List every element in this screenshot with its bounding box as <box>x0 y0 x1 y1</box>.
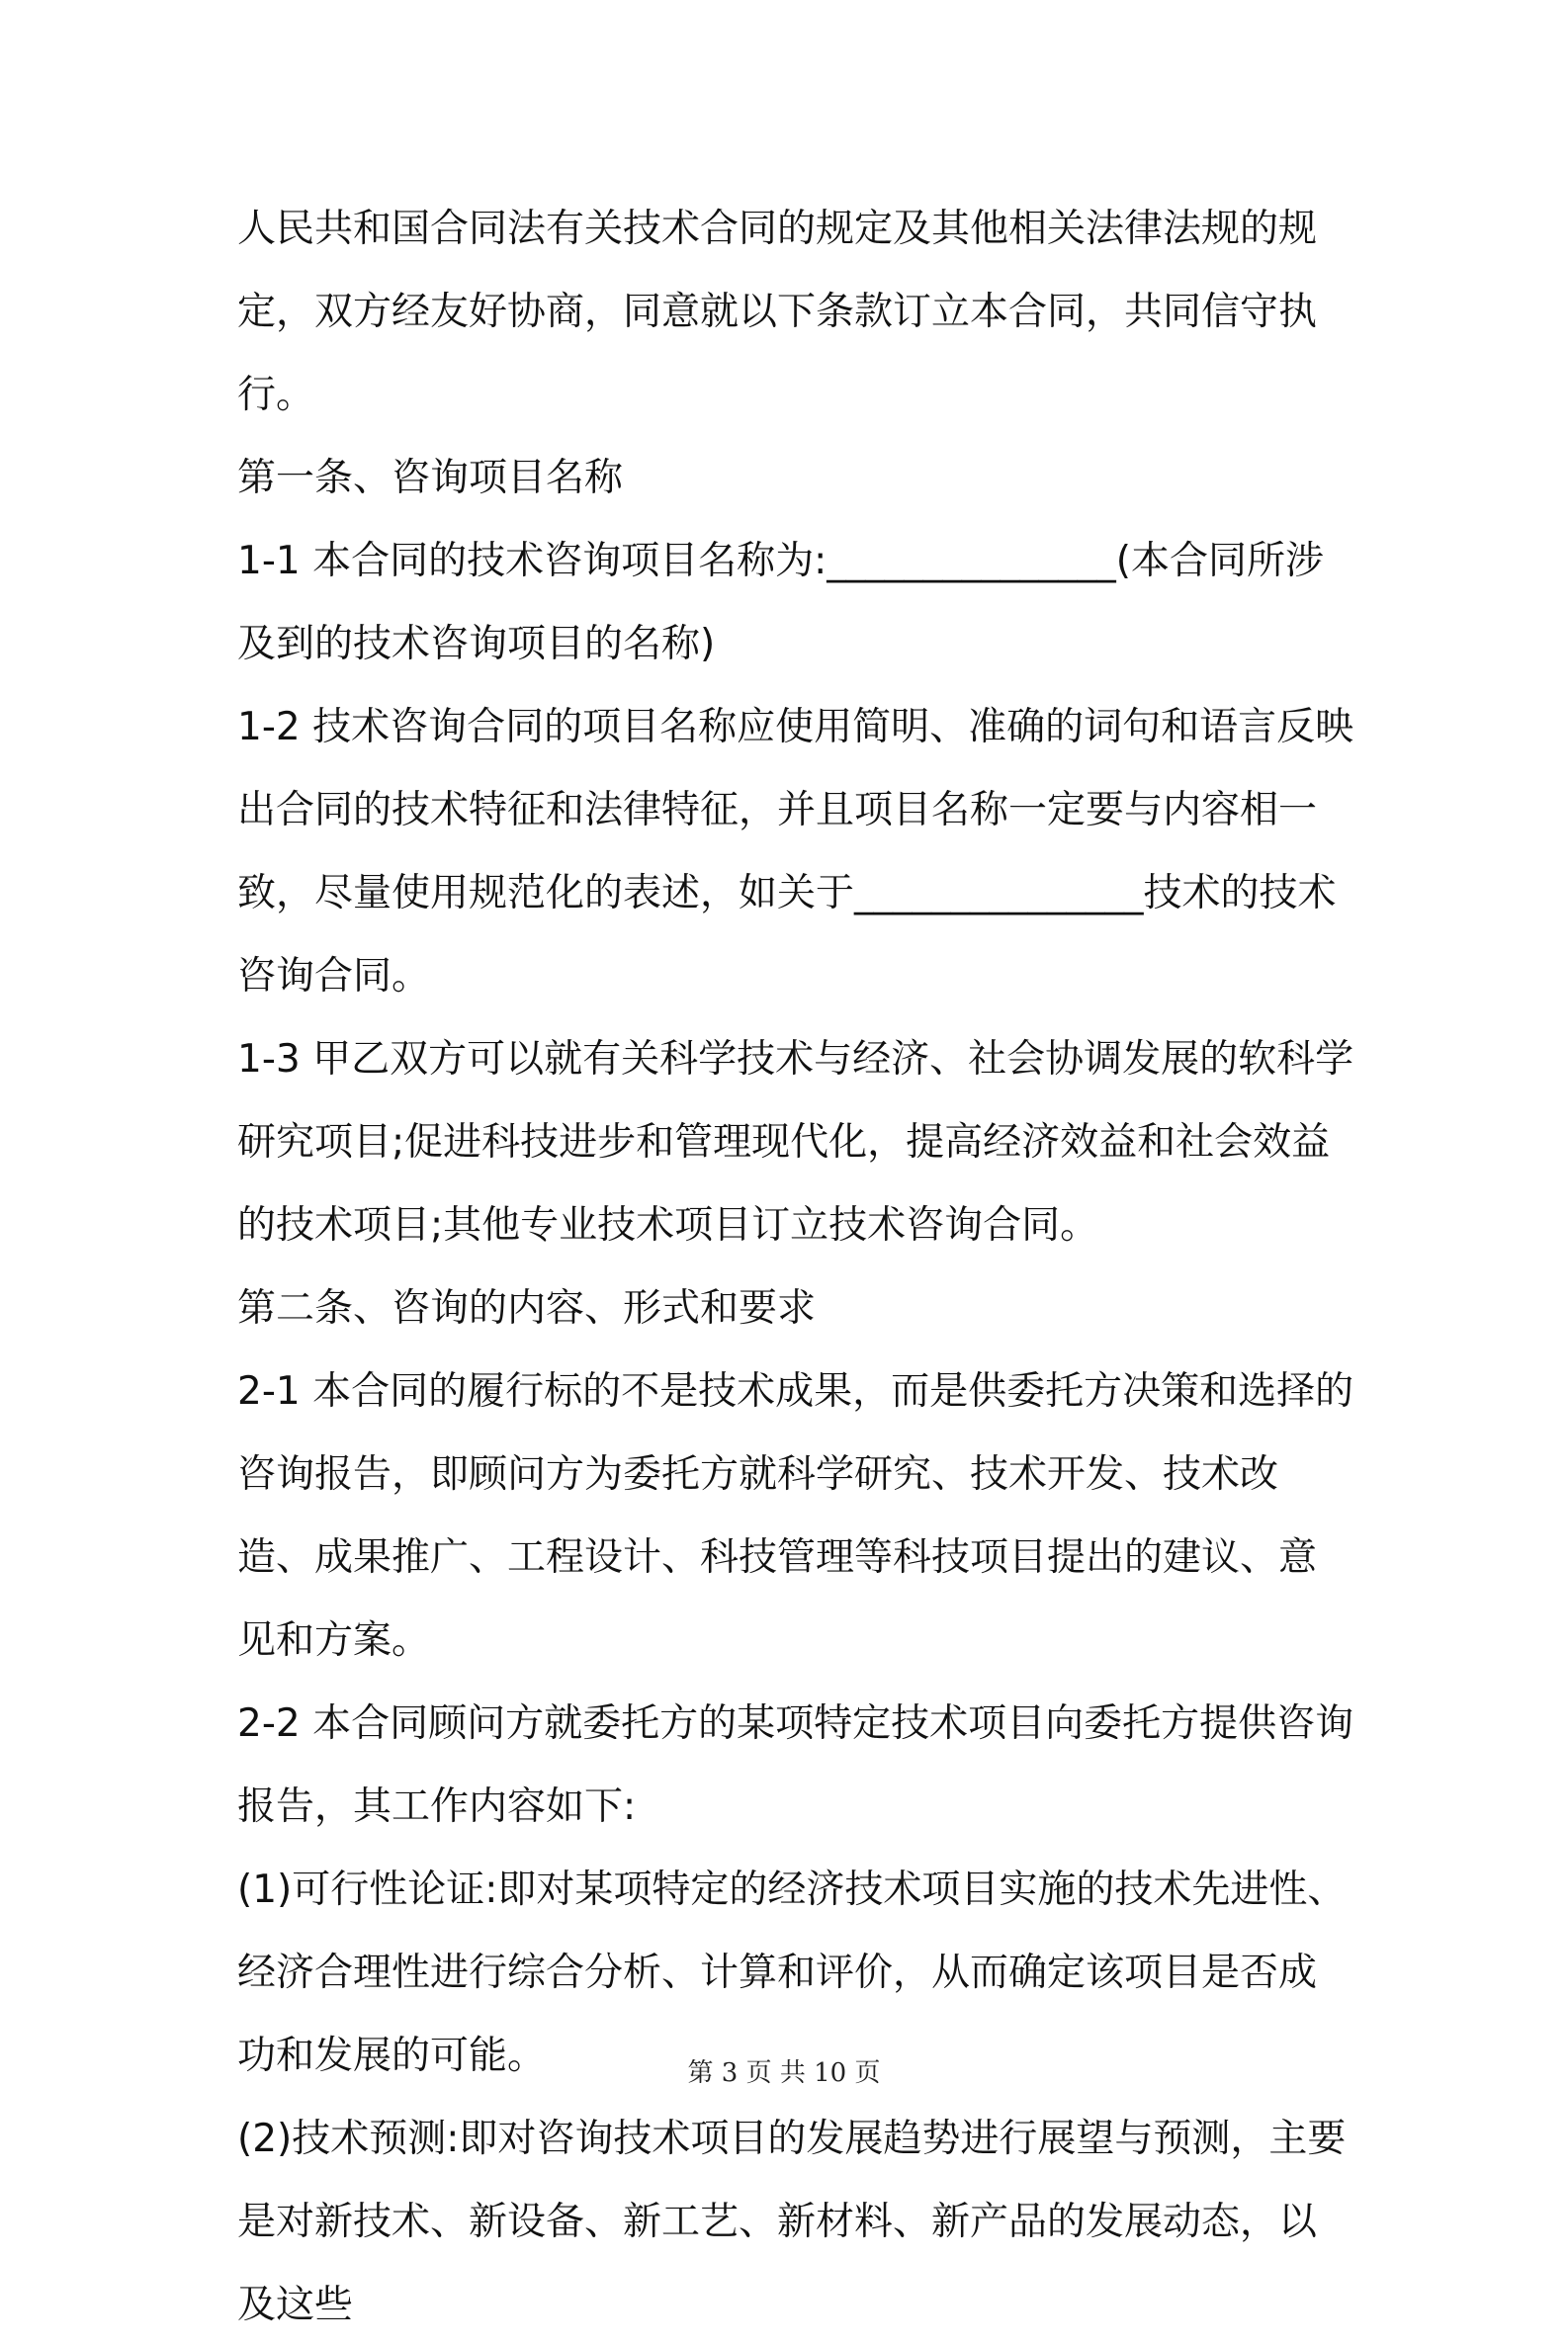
clause-1-2: 1-2 技术咨询合同的项目名称应使用简明、准确的词句和语言反映出合同的技术特征和法律特征，并且项目名称一定要与内容相一致，尽量使用规范化的表述，如关于_______________技术的技术咨询合同。 <box>237 705 1354 999</box>
clause-2-2: 2-2 本合同顾问方就委托方的某项特定技术项目向委托方提供咨询报告，其工作内容如下: <box>237 1701 1354 1829</box>
heading-article-2: 第二条、咨询的内容、形式和要求 <box>237 1286 817 1331</box>
clause-2-1: 2-1 本合同的履行标的不是技术成果，而是供委托方决策和选择的咨询报告，即顾问方为委托方就科学研究、技术开发、技术改造、成果推广、工程设计、科技管理等科技项目提出的建议、意见和方案。 <box>237 1369 1354 1663</box>
clause-1-3: 1-3 甲乙双方可以就有关科学技术与经济、社会协调发展的软科学研究项目;促进科技进步和管理现代化，提高经济效益和社会效益的技术项目;其他专业技术项目订立技术咨询合同。 <box>237 1037 1354 1248</box>
item-feasibility: (1)可行性论证:即对某项特定的经济技术项目实施的技术先进性、经济合理性进行综合分析、计算和评价，从而确定该项目是否成功和发展的可能。 <box>237 1868 1347 2078</box>
document-body <box>237 188 1354 2347</box>
item-forecast: (2)技术预测:即对咨询技术项目的发展趋势进行展望与预测，主要是对新技术、新设备、新工艺、新材料、新产品的发展动态，以及这些 <box>237 2117 1347 2327</box>
clause-1-1: 1-1 本合同的技术咨询项目名称为:_______________(本合同所涉及到的技术咨询项目的名称) <box>237 539 1324 666</box>
paragraph-intro: 人民共和国合同法有关技术合同的规定及其他相关法律法规的规定，双方经友好协商，同意就以下条款订立本合同，共同信守执行。 <box>237 207 1318 417</box>
heading-article-1: 第一条、咨询项目名称 <box>237 456 624 500</box>
page-number-footer: 第 3 页 共 10 页 <box>687 2058 881 2088</box>
